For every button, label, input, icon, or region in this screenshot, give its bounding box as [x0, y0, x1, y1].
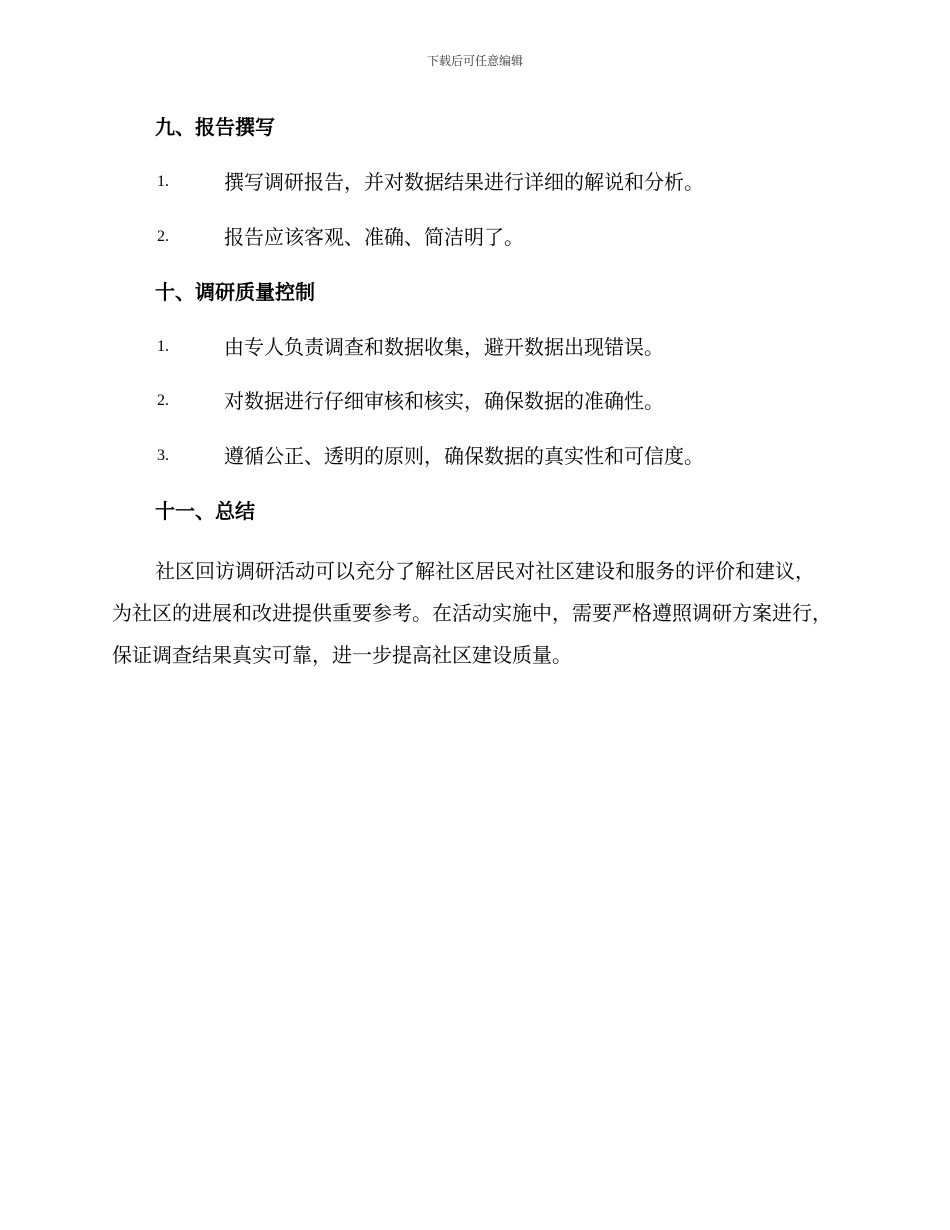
- section-heading-summary: 十一、总结: [155, 499, 255, 523]
- list-item: [157, 387, 857, 415]
- list-item-number: 1.: [157, 173, 169, 190]
- list-item-number: 3.: [157, 447, 169, 464]
- page-header-note: 下载后可任意编辑: [426, 54, 523, 68]
- list-item: [157, 223, 857, 251]
- list-item-text: 遵循公正、透明的原则，确保数据的真实性和可信度。: [224, 444, 704, 468]
- list-item-text: 对数据进行仔细审核和核实，确保数据的准确性。: [224, 389, 664, 413]
- list-item-text: 由专人负责调查和数据收集，避开数据出现错误。: [224, 335, 664, 359]
- list-item: [157, 442, 857, 470]
- section-heading-quality: 十、调研质量控制: [155, 280, 315, 304]
- list-item-number: 2.: [157, 392, 169, 409]
- section-heading-report: 九、报告撰写: [155, 115, 275, 139]
- list-item-number: 1.: [157, 338, 169, 355]
- list-item-text: 撰写调研报告，并对数据结果进行详细的解说和分析。: [224, 170, 704, 194]
- list-item: [157, 333, 857, 361]
- list-item: [157, 168, 857, 196]
- list-item-number: 2.: [157, 228, 169, 245]
- summary-paragraph: 社区回访调研活动可以充分了解社区居民对社区建设和服务的评价和建议，为社区的进展和改进提供重要参考。在活动实施中，需要严格遵照调研方案进行，保证调查结果真实可靠，进一步提高社区建设质量。: [112, 559, 832, 667]
- list-item-text: 报告应该客观、准确、简洁明了。: [224, 225, 524, 249]
